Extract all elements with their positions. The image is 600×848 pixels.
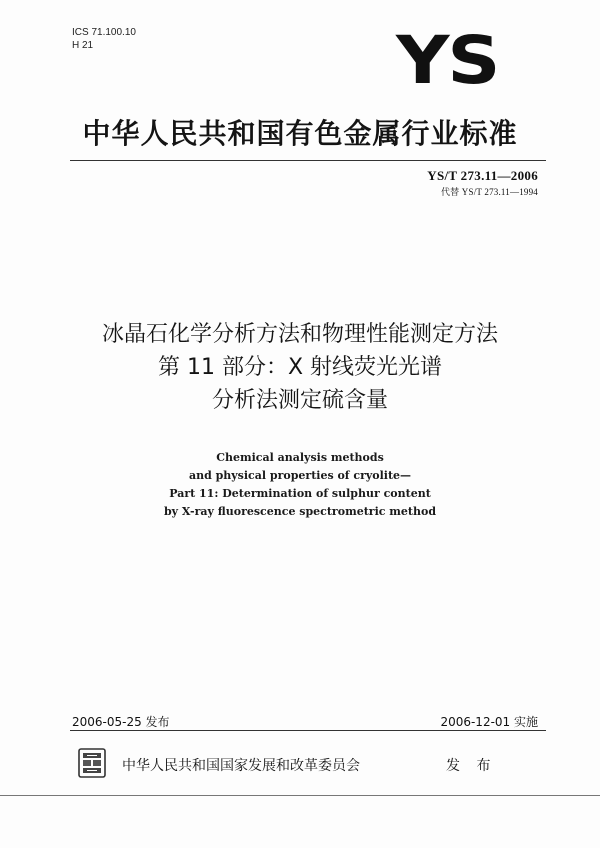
chinese-title-line: 冰晶石化学分析方法和物理性能测定方法	[101, 322, 498, 347]
implementation-date: 2006-12-01 实施	[440, 715, 538, 729]
replaces-note: 代替 YS/T 273.11—1994	[440, 187, 538, 197]
chinese-title-line: 分析法测定硫含量	[211, 388, 388, 413]
publish-label: 发 布	[446, 758, 497, 774]
standard-category-title: 中华人民共和国有色金属行业标准	[82, 117, 518, 150]
ics-code: ICS 71.100.10	[72, 27, 136, 38]
publisher-seal-icon	[78, 748, 106, 778]
top-divider	[70, 160, 546, 161]
english-title-line: Part 11: Determination of sulphur content	[169, 487, 431, 500]
chinese-title-line: 第 11 部分：X 射线荧光光谱	[157, 355, 443, 380]
issue-date: 2006-05-25 发布	[72, 715, 170, 729]
english-title-line: by X-ray fluorescence spectrometric method	[163, 505, 437, 518]
publisher-name: 中华人民共和国国家发展和改革委员会	[122, 758, 360, 774]
bottom-divider	[70, 730, 546, 731]
english-title-line: Chemical analysis methods	[216, 451, 384, 464]
classification-codes	[72, 26, 136, 52]
chinese-title	[0, 318, 600, 417]
footer-divider	[0, 795, 600, 796]
standard-number: YS/T 273.11—2006	[427, 168, 538, 183]
ys-logo: YS	[396, 22, 499, 99]
english-title	[0, 449, 600, 521]
english-title-line: and physical properties of cryolite—	[188, 469, 412, 482]
standard-number-block	[427, 168, 538, 198]
ccs-code: H 21	[72, 40, 94, 51]
